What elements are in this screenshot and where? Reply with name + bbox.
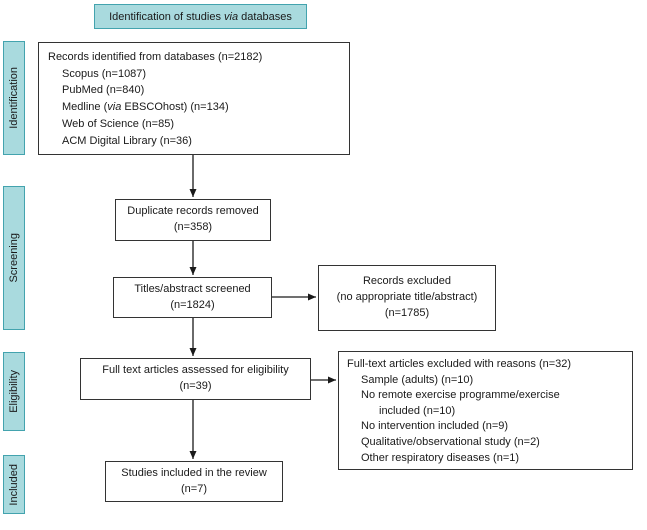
duplicates-removed-line1: Duplicate records removed xyxy=(127,205,259,218)
records-item-medline-via: via xyxy=(107,101,122,114)
records-excluded-count: (n=1785) xyxy=(384,306,430,319)
box-fulltext-excluded xyxy=(338,351,633,470)
records-item-medline xyxy=(48,99,340,116)
stage-label-eligibility-text: Eligibility xyxy=(8,370,20,413)
box-records-identified xyxy=(38,42,350,155)
stage-label-screening xyxy=(3,186,25,330)
fulltext-assessed-line1: Full text articles assessed for eligibility xyxy=(102,364,289,377)
box-duplicates-removed xyxy=(115,199,271,241)
fulltext-assessed-count: (n=39) xyxy=(179,380,212,392)
header-title-pre: Identification of studies xyxy=(109,10,225,23)
reason-no-intervention: No intervention included (n=9) xyxy=(361,420,509,433)
studies-included-count: (n=7) xyxy=(181,482,207,495)
stage-label-screening-text: Screening xyxy=(8,233,20,283)
stage-label-eligibility xyxy=(3,352,25,431)
reason-sample-adults: Sample (adults) (n=10) xyxy=(361,373,474,386)
duplicates-removed-count: (n=358) xyxy=(173,221,213,233)
records-identified-title: Records identified from databases (n=2182) xyxy=(48,51,263,63)
records-item-pubmed: PubMed (n=840) xyxy=(62,84,145,97)
reason-other-respiratory: Other respiratory diseases (n=1) xyxy=(361,451,520,464)
records-excluded-reason: (no appropriate title/abstract) xyxy=(336,291,478,304)
records-item-medline-pre: Medline ( xyxy=(62,101,108,114)
header-title-post: databases xyxy=(238,10,292,23)
fulltext-excluded-title: Full-text articles excluded with reasons (n=32) xyxy=(347,358,572,370)
header-title xyxy=(109,11,292,23)
stage-label-included-text: Included xyxy=(8,463,20,506)
box-records-excluded xyxy=(318,265,496,331)
records-item-web-of-science: Web of Science (n=85) xyxy=(62,117,174,130)
stage-label-identification xyxy=(3,41,25,155)
header-title-via: via xyxy=(224,10,239,23)
stage-label-identification-text: Identification xyxy=(8,67,20,129)
box-fulltext-assessed xyxy=(80,358,311,400)
box-titles-screened xyxy=(113,277,272,318)
reason-no-remote-line1: No remote exercise programme/exercise xyxy=(361,389,560,402)
titles-screened-count: (n=1824) xyxy=(170,298,215,311)
stage-label-included xyxy=(3,455,25,514)
studies-included-line1: Studies included in the review xyxy=(121,466,267,479)
reason-no-remote-line2: included (n=10) xyxy=(379,404,456,417)
titles-screened-line1: Titles/abstract screened xyxy=(134,282,251,295)
records-item-medline-post: EBSCOhost) (n=134) xyxy=(121,101,229,114)
box-studies-included xyxy=(105,461,283,502)
header-box xyxy=(94,4,307,29)
records-excluded-line1: Records excluded xyxy=(362,275,452,288)
records-item-scopus: Scopus (n=1087) xyxy=(62,67,147,80)
records-item-acm: ACM Digital Library (n=36) xyxy=(62,134,192,147)
reason-qualitative-observational: Qualitative/observational study (n=2) xyxy=(361,436,540,449)
